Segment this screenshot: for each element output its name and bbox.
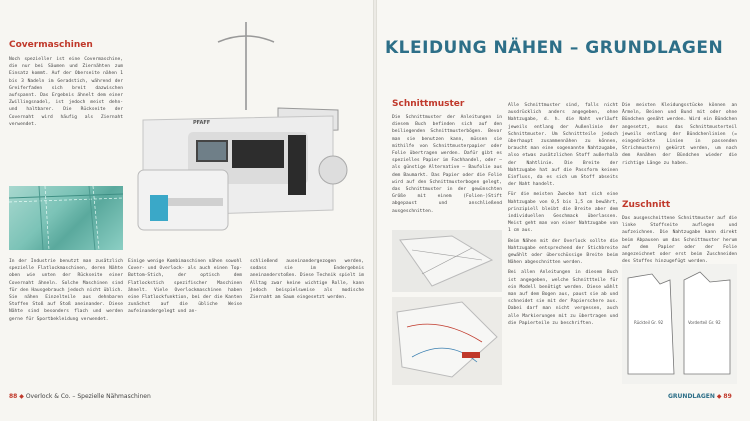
left-footer-text: Overlock & Co. – Spezielle Nähmaschinen (25, 393, 151, 400)
overlock-machine-photo (128, 20, 364, 248)
diamond-icon: ◆ (19, 393, 24, 400)
right-footer-text: GRUNDLAGEN (668, 393, 715, 400)
pattern-label-back: Rückteil Gr. 92 (634, 320, 664, 325)
buendchen-text: Die meisten Kleidungsstücke können an Ärmeln, Beinen und Bund mit oder ohne Bündchen genäht werden. Wird ein Bündchen angesetzt, muss das Schnittmusterteil jeweils entlang der Bündchenlinien (= eingedrückte Linien in passenden Strichmustern) gekürzt werden, um nach dem Annähen der Bündchen wieder die richtige Länge zu haben. (622, 103, 737, 166)
nahtzugabe-text: Alle Schnittmuster sind, falls nicht ausdrücklich anders angegeben, ohne Nahtzugabe, d. h. die Naht verläuft jeweils entlang der Außenlinie der Schnittmuster. Um Schnittteile jedoch überhaupt zusammennähen zu können, braucht man eine sogenannte Nahtzugabe, also etwas zusätzlichen Stoff außerhalb der Nahtlinie. Die Breite der Nahtzugabe hat auf die Passform keinen Einfluss, da es sich um Stoff abseits der Naht handelt. Für die meisten Zwecke hat sich eine Nahtzugabe von 0,5 bis 1,5 cm bewährt, prinzipiell bleibt die Breite aber dem individuellen Geschmack überlassen. Meist geht man von einer Nahtzugabe von 1 cm aus. Beim Nähen mit der Overlock sollte die Nahtzugabe entsprechend der Stichbreite gewählt oder überschüssige Breite beim Nähen abgeschnitten werden. Bei allen Anleitungen in diesem Buch ist angegeben, welche Schnittteile für ein Modell benötigt werden. Diese wählt man auf dem Bogen aus, paust sie ab und schneidet sie mit der Papierschere aus. Dabei darf man nicht vergessen, auch alle Markierungen mit zu übertragen und die Papierteile zu beschriften. (508, 103, 618, 326)
flatlockfunktion-text: schließend auseinandergezogen werden, sodass sie im Endergebnis aneinanderstoßen. Diese Technik spielt im Alltag zwar keine wichtige Rolle, kann jedoch beispielsweise als modische Ziernaht am Saum eingesetzt werden. (250, 259, 364, 301)
zuschnitt-text: Das ausgeschnittene Schnittmuster auf die linke Stoffseite auflegen und aufzeichnen. Die Nahtzugabe kann direkt beim Abpausen um das Schnittmuster herum auf dem Papier oder der Folie angezeichnet oder erst beim Zuschneiden des Stoffes hinzugefügt werden. (622, 216, 737, 265)
schnittmuster-heading: Schnittmuster (392, 99, 465, 109)
covermaschinen-text: Noch spezieller ist eine Covermaschine, die nur bei Säumen und Ziernähten zum Einsatz kommt. Auf der Oberseite nähen 1 bis 3 Nadeln im Geradstich, während der Greiferfaden sich breit dazwischen aufspannt. Das Ergebnis ähnelt dem einer Zwillingsnadel, ist jedoch meist dehn- und haltbarer. Die Rückseite der Covernaht wird häufig als Ziernaht verwendet. (9, 57, 123, 127)
chapter-title: KLEIDUNG NÄHEN – GRUNDLAGEN (385, 38, 724, 58)
page-number-left: 88 (9, 393, 18, 400)
diamond-icon: ◆ (716, 393, 722, 400)
cover-stitch-photo (9, 186, 123, 250)
covermaschinen-heading: Covermaschinen (9, 40, 93, 50)
right-footer (668, 393, 732, 400)
pattern-label-front: Vorderteil Gr. 92 (688, 320, 721, 325)
book-gutter (373, 0, 377, 421)
schnittmuster-text: Die Schnittmuster der Anleitungen in diesem Buch befinden sich auf den beiliegenden Schnittmusterbögen. Bevor man sie benutzen kann, müssen sie mithilfe von Schnittmusterpapier oder Folie übertragen werden. Dafür gibt es spezielles Papier im Fachhandel, oder – als günstige Alternative – Baufolie aus dem Baumarkt. Das Papier oder die Folie wird auf den Schnittmusterbogen gelegt, das Schnittmuster in der gewünschten Größe mit einem (Folien-)Stift abgepaust und anschließend ausgeschnitten. (392, 115, 502, 214)
zuschnitt-heading: Zuschnitt (622, 200, 671, 210)
page-number-right: 89 (723, 393, 732, 400)
flatlock-text: In der Industrie benutzt man zusätzlich spezielle Flatlockmaschinen, deren Nähte oben wie unten der Rückseite einer Covernaht ähneln. Solche Maschinen sind für den Hausgebrauch jedoch nicht üblich. Sie nähen Einzelteile aus dehnbaren Stoffen Stoß auf Stoß aneinander. Diese Nähte sind besonders flach und werden gerne für Sportbekleidung verwendet. (9, 259, 123, 322)
tracing-photo-top (392, 230, 502, 292)
tracing-photo-bottom (392, 297, 502, 385)
machine-brand-label: PFAFF (193, 120, 211, 126)
pattern-pieces-photo (622, 264, 737, 384)
kombimaschinen-text: Einige wenige Kombimaschinen nähen sowohl Cover- und Overlock- als auch einen Top-Bottom-Stich, der optisch dem Flatlockstich spezifischer Maschinen ähnelt. Viele Overlockmaschinen haben eine Flatlockfunktion, bei der die Kanten zunächst auf die übliche Weise aufeinandergelegt und an- (128, 259, 242, 315)
left-footer (9, 393, 151, 400)
